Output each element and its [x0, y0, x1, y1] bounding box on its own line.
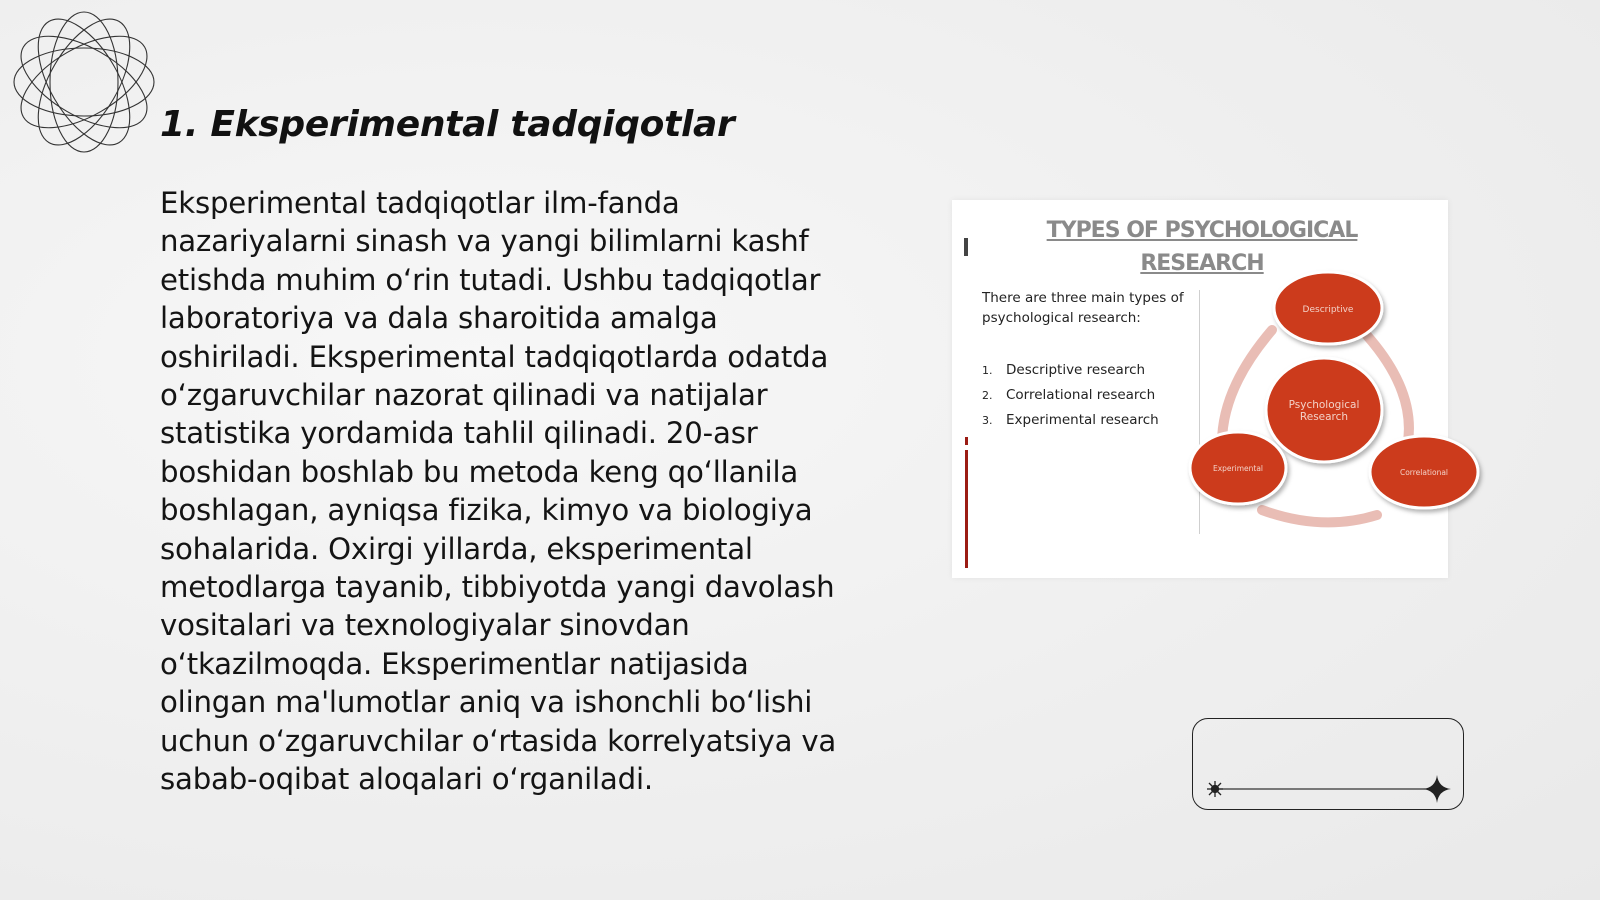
sun-burst-icon	[1207, 781, 1223, 797]
sparkle-star-icon	[1423, 775, 1451, 803]
center-label-line2: Research	[1299, 411, 1349, 423]
timeline-graphic	[1193, 719, 1465, 811]
slide-title: 1. Eksperimental tadqiqotlar	[160, 104, 735, 145]
figure-intro: There are three main types of psychological research:	[982, 290, 1184, 326]
descriptive-label: Descriptive	[1302, 305, 1354, 315]
list-number: 2.	[982, 389, 993, 402]
list-text: Descriptive research	[1006, 362, 1146, 378]
correlational-label: Correlational	[1399, 468, 1449, 477]
experimental-label: Experimental	[1212, 464, 1264, 473]
body-paragraph: Eksperimental tadqiqotlar ilm-fanda nazariyalarni sinash va yangi bilimlarni kashf etishda muhim oʻrin tutadi. Ushbu tadqiqotlar laboratoriya va dala sharoitida amalga oshiriladi. Eksperimental tadqiqotlarda odatda oʻzgaruvchilar nazorat qilinadi va natijalar statistika yordamida tahlil qilinadi. 20-asr boshidan boshlab bu metoda keng qoʻllanila boshlagan, ayniqsa fizika, kimyo va biologiya sohalarida. Oxirgi yillarda, eksperimental metodlarga tayanib, tibbiyotda yangi davolash vositalari va texnologiyalar sinovdan oʻtkazilmoqda. Eksperimentlar natijasida olingan ma'lumotlar aniq va ishonchli boʻlishi uchun oʻzgaruvchilar oʻrtasida korrelyatsiya va sabab-oqibat aloqalari oʻrganiladi.	[160, 186, 837, 797]
list-item	[982, 358, 1202, 383]
list-item	[982, 383, 1202, 408]
circular-rings-logo	[10, 8, 158, 156]
figure-accent-bar-small	[965, 437, 968, 445]
psychology-research-figure	[952, 200, 1448, 578]
figure-divider	[1199, 290, 1200, 534]
list-text: Correlational research	[1006, 387, 1156, 403]
list-number: 3.	[982, 414, 993, 427]
research-cycle-diagram	[1202, 270, 1452, 520]
research-types-list	[982, 358, 1202, 433]
list-number: 1.	[982, 364, 993, 377]
list-item	[982, 408, 1202, 433]
timeline-decoration	[1192, 718, 1464, 810]
figure-title: TYPES OF PSYCHOLOGICAL RESEARCH	[1046, 218, 1358, 276]
figure-accent-bar	[965, 450, 968, 568]
center-label-line1: Psychological	[1288, 399, 1360, 411]
list-text: Experimental research	[1006, 412, 1159, 428]
figure-marker	[964, 238, 968, 256]
